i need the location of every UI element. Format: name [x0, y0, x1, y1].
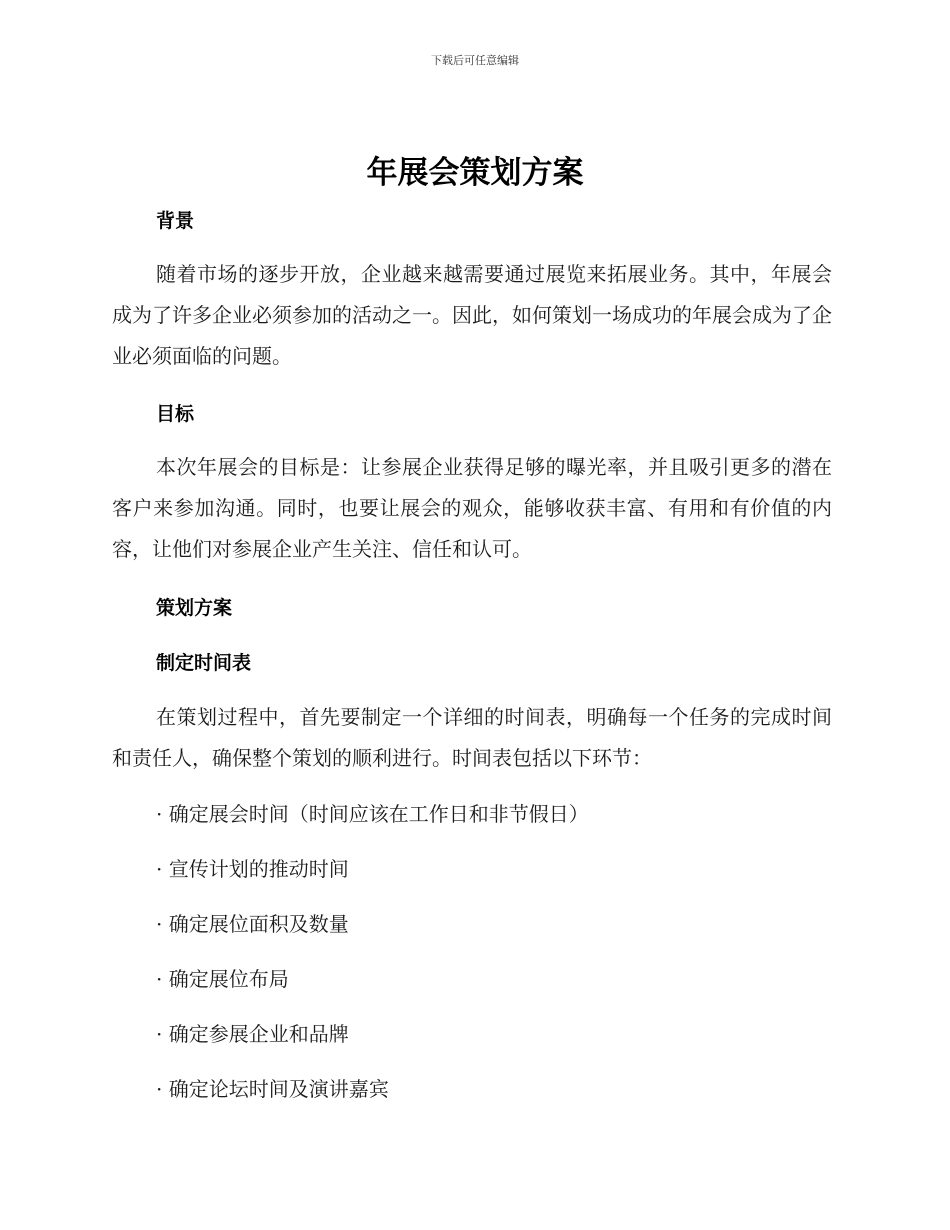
- list-item: · 宣传计划的推动时间: [156, 857, 349, 881]
- list-item: · 确定参展企业和品牌: [156, 1022, 349, 1046]
- list-item: · 确定展会时间（时间应该在工作日和非节假日）: [156, 802, 589, 826]
- schedule-list: [156, 796, 589, 1126]
- heading-schedule: 制定时间表: [156, 652, 252, 674]
- heading-plan: 策划方案: [156, 597, 233, 619]
- paragraph-schedule: 在策划过程中，首先要制定一个详细的时间表，明确每一个任务的完成时间和责任人，确保整个策划的顺利进行。时间表包括以下环节：: [112, 705, 832, 770]
- paragraph-goal: 本次年展会的目标是：让参展企业获得足够的曝光率，并且吸引更多的潜在客户来参加沟通。同时，也要让展会的观众，能够收获丰富、有用和有价值的内容，让他们对参展企业产生关注、信任和认可。: [112, 455, 832, 561]
- list-item: · 确定展位布局: [156, 967, 289, 991]
- heading-goal: 目标: [156, 403, 195, 425]
- list-item: · 确定展位面积及数量: [156, 912, 349, 936]
- heading-background: 背景: [156, 210, 195, 232]
- document-title: 年展会策划方案: [366, 155, 584, 191]
- header-note: 下载后可任意编辑: [431, 54, 519, 67]
- paragraph-background: 随着市场的逐步开放，企业越来越需要通过展览来拓展业务。其中，年展会成为了许多企业必须参加的活动之一。因此，如何策划一场成功的年展会成为了企业必须面临的问题。: [112, 262, 832, 368]
- list-item: · 确定论坛时间及演讲嘉宾: [156, 1077, 389, 1101]
